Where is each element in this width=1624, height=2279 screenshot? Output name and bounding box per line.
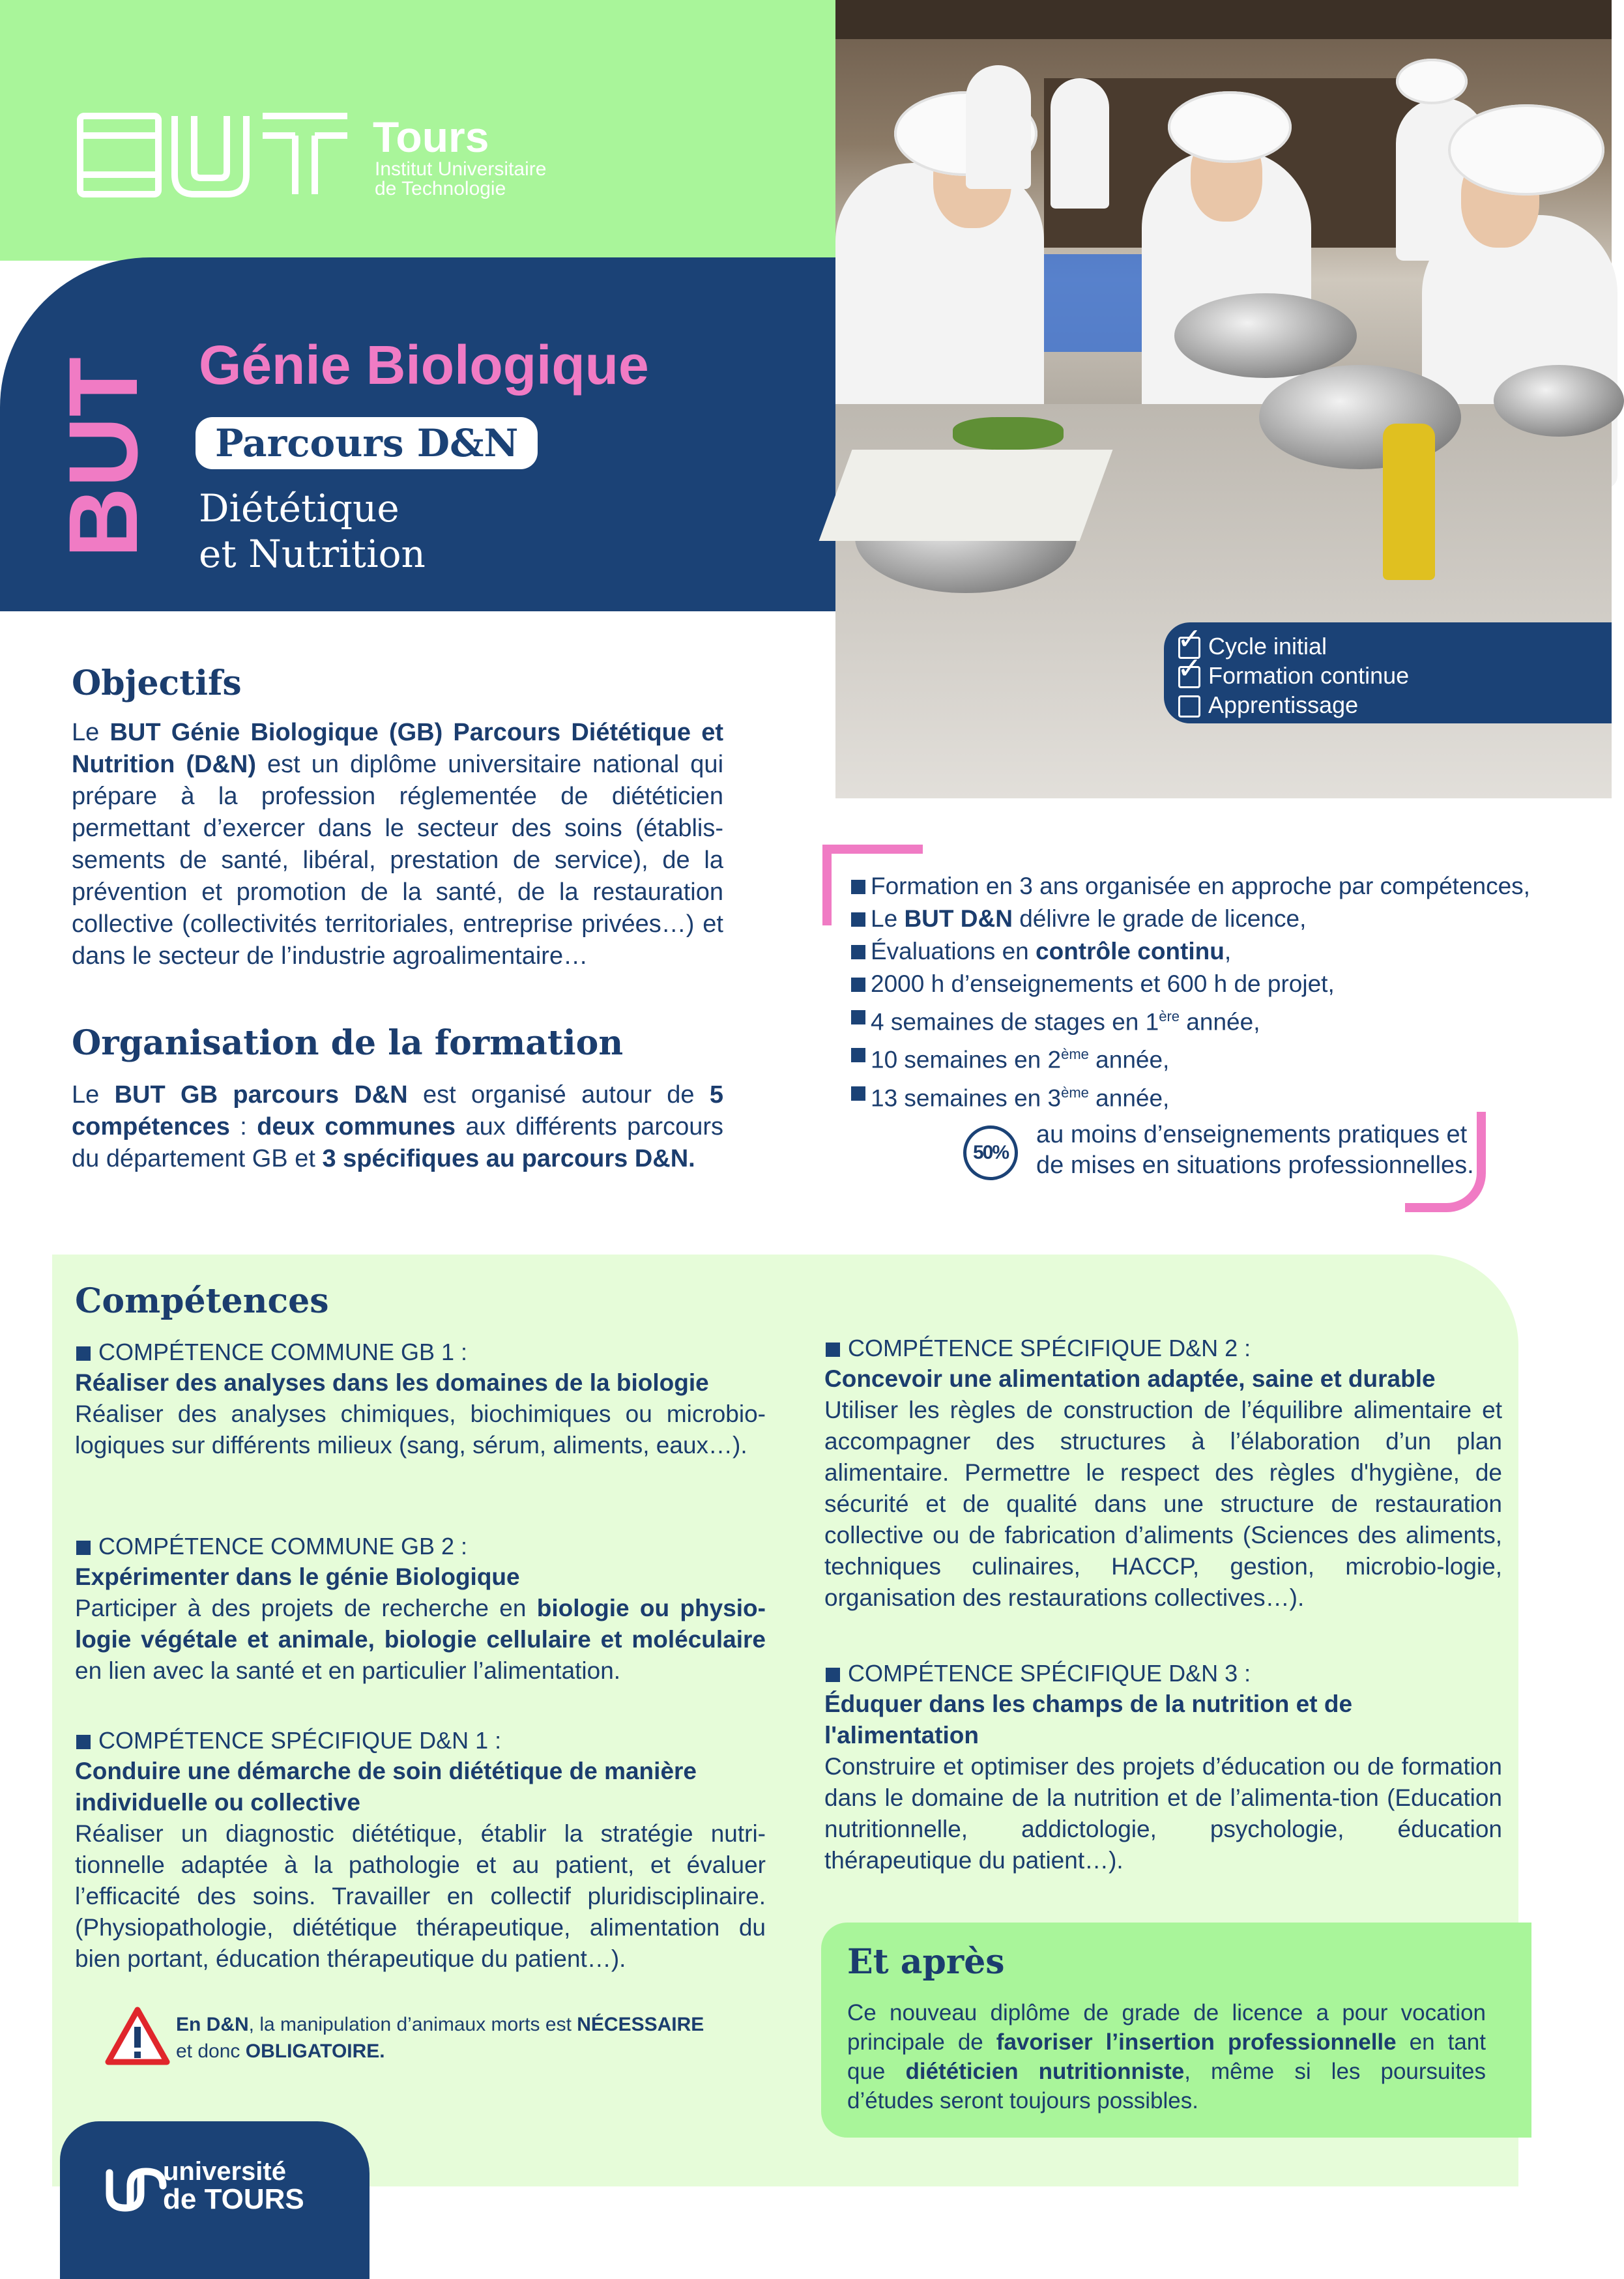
logo-subtitle: [375, 160, 609, 199]
competence-heading: COMPÉTENCE SPÉCIFIQUE D&N 3 :: [824, 1659, 1502, 1689]
competence-subtitle: Éduquer dans les champs de la nutrition et de l'alimentation: [824, 1691, 1353, 1749]
university-logo-icon: [104, 2165, 169, 2212]
fifty-percent-badge: 50%: [963, 1125, 1018, 1180]
subtitle-line-2: et Nutrition: [199, 532, 426, 576]
square-bullet-icon: [76, 1735, 91, 1749]
square-bullet-icon: [826, 1668, 840, 1682]
competence-subtitle: Conduire une démarche de soin diététique de manière individuelle ou collective: [75, 1758, 697, 1816]
status-formation-continue: ✓ Formation continue: [1177, 650, 1410, 689]
page-title: Génie Biologique: [199, 334, 649, 396]
list-item: 4 semaines de stages en 1ère année,: [848, 1000, 1565, 1038]
et-apres-title: Et après: [847, 1942, 1005, 1982]
square-bullet-icon: [851, 1010, 865, 1024]
competence-text: Participer à des projets de recherche en biologie ou physio-logie végétale et animale, biologie cellulaire et moléculaire en lien avec la santé et en particulier l’alimentation.: [75, 1595, 766, 1684]
logo-subtitle-line-1: Institut Universitaire: [375, 158, 547, 180]
check-icon: ✓: [1177, 650, 1202, 686]
checkbox-icon: [1178, 695, 1200, 718]
svg-text:BUT: BUT: [48, 356, 158, 559]
square-bullet-icon: [851, 945, 865, 959]
subtitle-line-1: Diététique: [199, 486, 399, 530]
competence-specifique-2: [824, 1333, 1502, 1614]
list-item: 13 semaines en 3ème année,: [848, 1077, 1565, 1114]
list-item: Formation en 3 ans organisée en approche par compétences,: [848, 870, 1565, 903]
warning-text: En D&N, la manipulation d’animaux morts est NÉCESSAIRE et donc OBLIGATOIRE.: [176, 2014, 704, 2062]
square-bullet-icon: [851, 978, 865, 992]
status-panel: [1164, 622, 1612, 723]
logo-city: Tours: [373, 113, 489, 161]
competence-text: Construire et optimiser des projets d’éducation ou de formation dans le domaine de la nutrition et de l’alimenta-tion (Education nutritionnelle, addictologie, psychologie, éducation thérapeutique du patient…).: [824, 1753, 1502, 1874]
status-cycle-initial: ✓ Cycle initial: [1177, 621, 1327, 660]
university-name-line-2: de TOURS: [163, 2183, 304, 2215]
square-bullet-icon: [851, 880, 865, 894]
fifty-percent-text: au moins d’enseignements pratiques et de mises en situations professionnelles.: [1036, 1121, 1474, 1179]
warning-icon: [104, 2006, 171, 2066]
list-item: Évaluations en contrôle continu,: [848, 935, 1565, 968]
competence-heading: COMPÉTENCE SPÉCIFIQUE D&N 2 :: [824, 1333, 1502, 1363]
competence-heading: COMPÉTENCE SPÉCIFIQUE D&N 1 :: [75, 1726, 766, 1756]
objectifs-text: Le BUT Génie Biologique (GB) Parcours Diététique et Nutrition (D&N) est un diplôme universitaire national qui prépare à la profession réglementée de diététicien permettant d’exercer dans le secteur des soins (établis-sements de santé, libéral, prestation de service), de la prévention et promotion de la santé, de la restauration collective (collectivités territoriales, entreprise privées…) et dans le secteur de l’industrie agroalimentaire…: [72, 719, 724, 970]
competence-specifique-3: [824, 1659, 1502, 1876]
list-item: 2000 h d’enseignements et 600 h de projet,: [848, 968, 1565, 1000]
competence-heading: COMPÉTENCE COMMUNE GB 2 :: [75, 1531, 766, 1561]
competence-heading: COMPÉTENCE COMMUNE GB 1 :: [75, 1337, 766, 1367]
square-bullet-icon: [76, 1346, 91, 1361]
competences-title: Compétences: [75, 1281, 329, 1321]
university-name-line-1: université: [163, 2157, 286, 2186]
but-vertical-label: [48, 334, 158, 581]
competence-commune-1: [75, 1337, 766, 1461]
check-icon: ✓: [1177, 621, 1202, 656]
iut-logo: [77, 109, 351, 201]
competence-subtitle: Concevoir une alimentation adaptée, saine et durable: [824, 1365, 1436, 1392]
list-item: 10 semaines en 2ème année,: [848, 1038, 1565, 1076]
organisation-title: Organisation de la formation: [72, 1023, 624, 1063]
list-item: Le BUT D&N délivre le grade de licence,: [848, 903, 1565, 935]
formation-facts-list: [848, 870, 1565, 1114]
square-bullet-icon: [851, 1048, 865, 1062]
competence-text: Utiliser les règles de construction de l’équilibre alimentaire et accompagner des structures à l’élaboration d’un plan alimentaire. Permettre le respect des règles d'hygiène, de sécurité et de qualité dans une structure de restauration collective ou de fabrication d’aliments (Sciences des aliments, techniques culinaires, HACCP, gestion, microbio-logie, organisation des restaurations collectives…).: [824, 1397, 1502, 1611]
parcours-badge: Parcours D&N: [196, 417, 538, 469]
organisation-text: Le BUT GB parcours D&N est organisé autour de 5 compétences : deux communes aux différents parcours du département GB et 3 spécifiques au parcours D&N.: [72, 1081, 723, 1172]
objectifs-title: Objectifs: [72, 663, 242, 703]
square-bullet-icon: [851, 1086, 865, 1101]
square-bullet-icon: [851, 912, 865, 927]
et-apres-text: Ce nouveau diplôme de grade de licence a pour vocation principale de favoriser l’insertion professionnelle en tant que diététicien nutritionniste, même si les poursuites d’études seront toujours possibles.: [847, 2000, 1486, 2113]
square-bullet-icon: [826, 1343, 840, 1357]
square-bullet-icon: [76, 1541, 91, 1555]
competence-subtitle: Réaliser des analyses dans les domaines de la biologie: [75, 1369, 709, 1396]
competence-specifique-1: [75, 1726, 766, 1975]
status-apprentissage: Apprentissage: [1208, 690, 1358, 720]
page-subtitle: [199, 486, 426, 577]
competence-commune-2: [75, 1531, 766, 1687]
competence-text: Réaliser un diagnostic diététique, établir la stratégie nutri-tionnelle adaptée à la pathologie et au patient, et évaluer l’efficacité des soins. Travailler en collectif pluridisciplinaire. (Physiopathologie, diététique thérapeutique, alimentation du bien portant, éducation thérapeutique du patient…).: [75, 1820, 766, 1972]
logo-subtitle-line-2: de Technologie: [375, 178, 506, 199]
competence-subtitle: Expérimenter dans le génie Biologique: [75, 1563, 520, 1590]
competence-text: Réaliser des analyses chimiques, biochimiques ou microbio-logiques sur différents milieux (sang, sérum, aliments, eaux…).: [75, 1401, 766, 1459]
